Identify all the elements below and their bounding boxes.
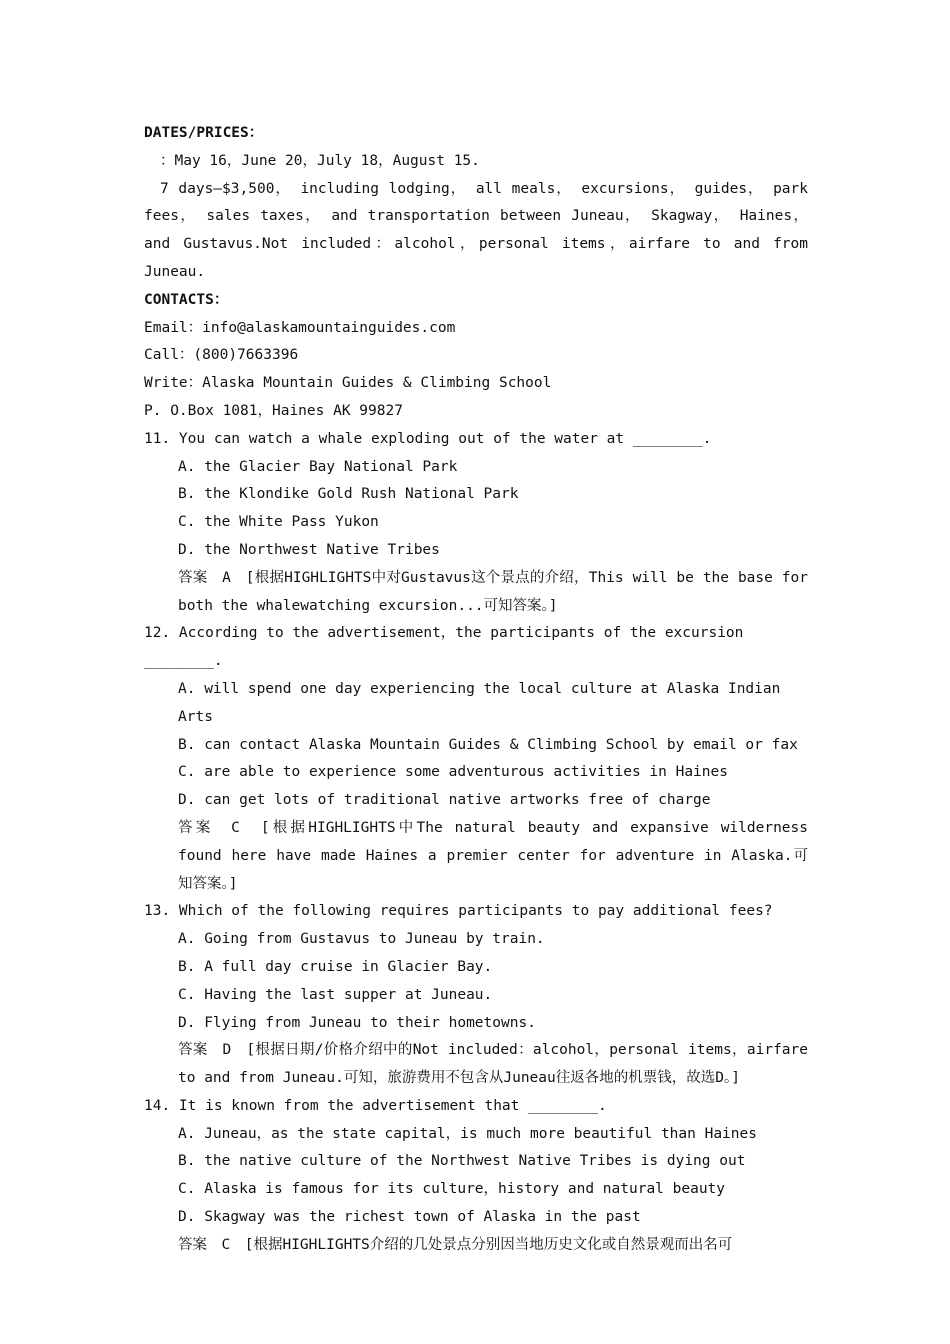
question-stem: 14. It is known from the advertisement that ________. [144,1097,607,1114]
option-b: B. can contact Alaska Mountain Guides & Climbing School by email or fax [178,736,798,753]
answer-explanation: 答案 C [根据HIGHLIGHTS中The natural beauty and expansive wilderness found here have made Haines a premier center for adventure in Alaska.可知答案。] [178,819,817,892]
option-a: A. the Glacier Bay National Park [178,458,458,475]
option-b: B. A full day cruise in Glacier Bay. [178,958,493,975]
question-stem: 13. Which of the following requires participants to pay additional fees? [144,903,773,920]
option-c: C. Alaska is famous for its culture，history and natural beauty [178,1181,726,1198]
option-d: D. can get lots of traditional native artworks free of charge [178,792,711,809]
option-b: B. the native culture of the Northwest Native Tribes is dying out [178,1153,746,1170]
dates-prices-heading: DATES/PRICES： [144,125,264,141]
question-stem: 11. You can watch a whale exploding out of the water at ________. [144,430,712,447]
option-c: C. Having the last supper at Juneau. [178,986,493,1003]
answer-explanation: 答案 A [根据HIGHLIGHTS中对Gustavus这个景点的介绍，This will be the base for both the whalewatching excursion...可知答案。] [178,569,817,614]
contact-phone: Call：(800)7663396 [144,347,299,364]
question-11 [144,426,817,621]
option-d: D. Skagway was the richest town of Alaska in the past [178,1209,641,1226]
option-a: A. will spend one day experiencing the local culture at Alaska Indian Arts [178,680,790,725]
option-a: A. Juneau，as the state capital，is much more beautiful than Haines [178,1125,757,1142]
document-page [144,120,817,1260]
contact-po-box: P. O.Box 1081，Haines AK 99827 [144,402,403,419]
contact-email: Email：info@alaskamountainguides.com [144,319,456,336]
question-12 [144,620,817,898]
contact-address: Write：Alaska Mountain Guides & Climbing School [144,375,552,392]
option-b: B. the Klondike Gold Rush National Park [178,486,519,503]
tour-price: 7 days—$3,500， including lodging， all meals， excursions， guides， park fees， sales taxes， and transportation between Juneau， Skagway， Haines， and Gustavus.Not included：alcohol，personal items，airfare to and from Juneau. [144,180,817,280]
answer-explanation: 答案 C [根据HIGHLIGHTS介绍的几处景点分别因当地历史文化或自然景观而出名可 [178,1236,733,1253]
question-13 [144,898,817,1093]
question-14 [144,1093,808,1260]
option-d: D. Flying from Juneau to their hometowns. [178,1014,536,1031]
option-a: A. Going from Gustavus to Juneau by train. [178,931,545,948]
question-stem: 12. According to the advertisement，the participants of the excursion ________. [144,625,753,670]
tour-dates: ：May 16，June 20，July 18，August 15. [160,152,480,169]
option-d: D. the Northwest Native Tribes [178,541,440,558]
option-c: C. the White Pass Yukon [178,514,379,531]
answer-explanation: 答案 D [根据日期/价格介绍中的Not included：alcohol，personal items，airfare to and from Juneau.可知，旅游费用不包含从Juneau往返各地的机票钱，故选D。] [178,1042,817,1087]
contacts-heading: CONTACTS： [144,291,229,308]
option-c: C. are able to experience some adventurous activities in Haines [178,764,728,781]
